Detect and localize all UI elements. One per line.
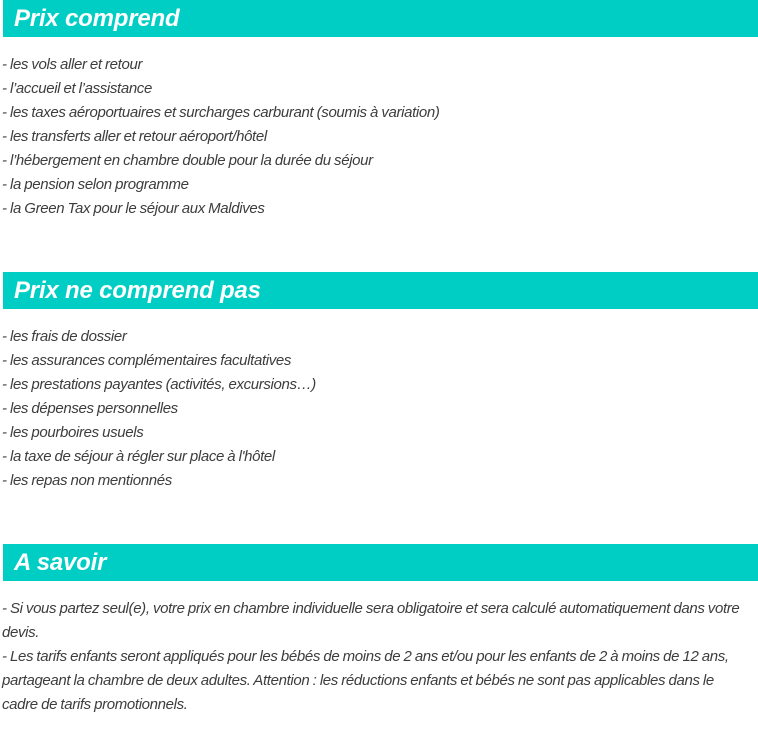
section-title: Prix ne comprend pas xyxy=(14,276,261,304)
section-header-banner xyxy=(3,272,758,309)
section-title: A savoir xyxy=(14,548,107,576)
section-1 xyxy=(0,272,758,493)
list-item: - les taxes aéroportuaires et surcharges carburant (soumis à variation) xyxy=(2,104,440,121)
list-item: - les frais de dossier xyxy=(2,328,127,345)
section-title: Prix comprend xyxy=(14,4,180,32)
list-item: - les assurances complémentaires facultatives xyxy=(2,352,292,369)
list-item: - Les tarifs enfants seront appliqués pour les bébés de moins de 2 ans et/ou pour les enfants de 2 à moins de 12 ans, partageant la chambre de deux adultes. Attention : les réductions enfants et bébés ne sont pas applicables dans le cadre de tarifs promotionnels. xyxy=(2,648,729,713)
list-item: - les repas non mentionnés xyxy=(2,472,172,489)
section-header-banner xyxy=(3,544,758,581)
section-body xyxy=(0,325,758,493)
list-item: - Si vous partez seul(e), votre prix en chambre individuelle sera obligatoire et sera calculé automatiquement dans votre devis. xyxy=(2,600,740,641)
list-item: - la taxe de séjour à régler sur place à l'hôtel xyxy=(2,448,275,465)
section-0 xyxy=(0,0,758,221)
section-body xyxy=(0,53,758,221)
list-item: - les dépenses personnelles xyxy=(2,400,178,417)
list-item: - la Green Tax pour le séjour aux Maldives xyxy=(2,200,265,217)
list-item: - l’hébergement en chambre double pour la durée du séjour xyxy=(2,152,373,169)
section-2 xyxy=(0,544,758,717)
list-item: - les vols aller et retour xyxy=(2,56,143,73)
list-item: - les transferts aller et retour aéroport/hôtel xyxy=(2,128,267,145)
list-item: - les pourboires usuels xyxy=(2,424,144,441)
section-header-banner xyxy=(3,0,758,37)
list-item: - l’accueil et l’assistance xyxy=(2,80,152,97)
list-item: - les prestations payantes (activités, excursions…) xyxy=(2,376,316,393)
section-body xyxy=(0,597,758,717)
list-item: - la pension selon programme xyxy=(2,176,189,193)
